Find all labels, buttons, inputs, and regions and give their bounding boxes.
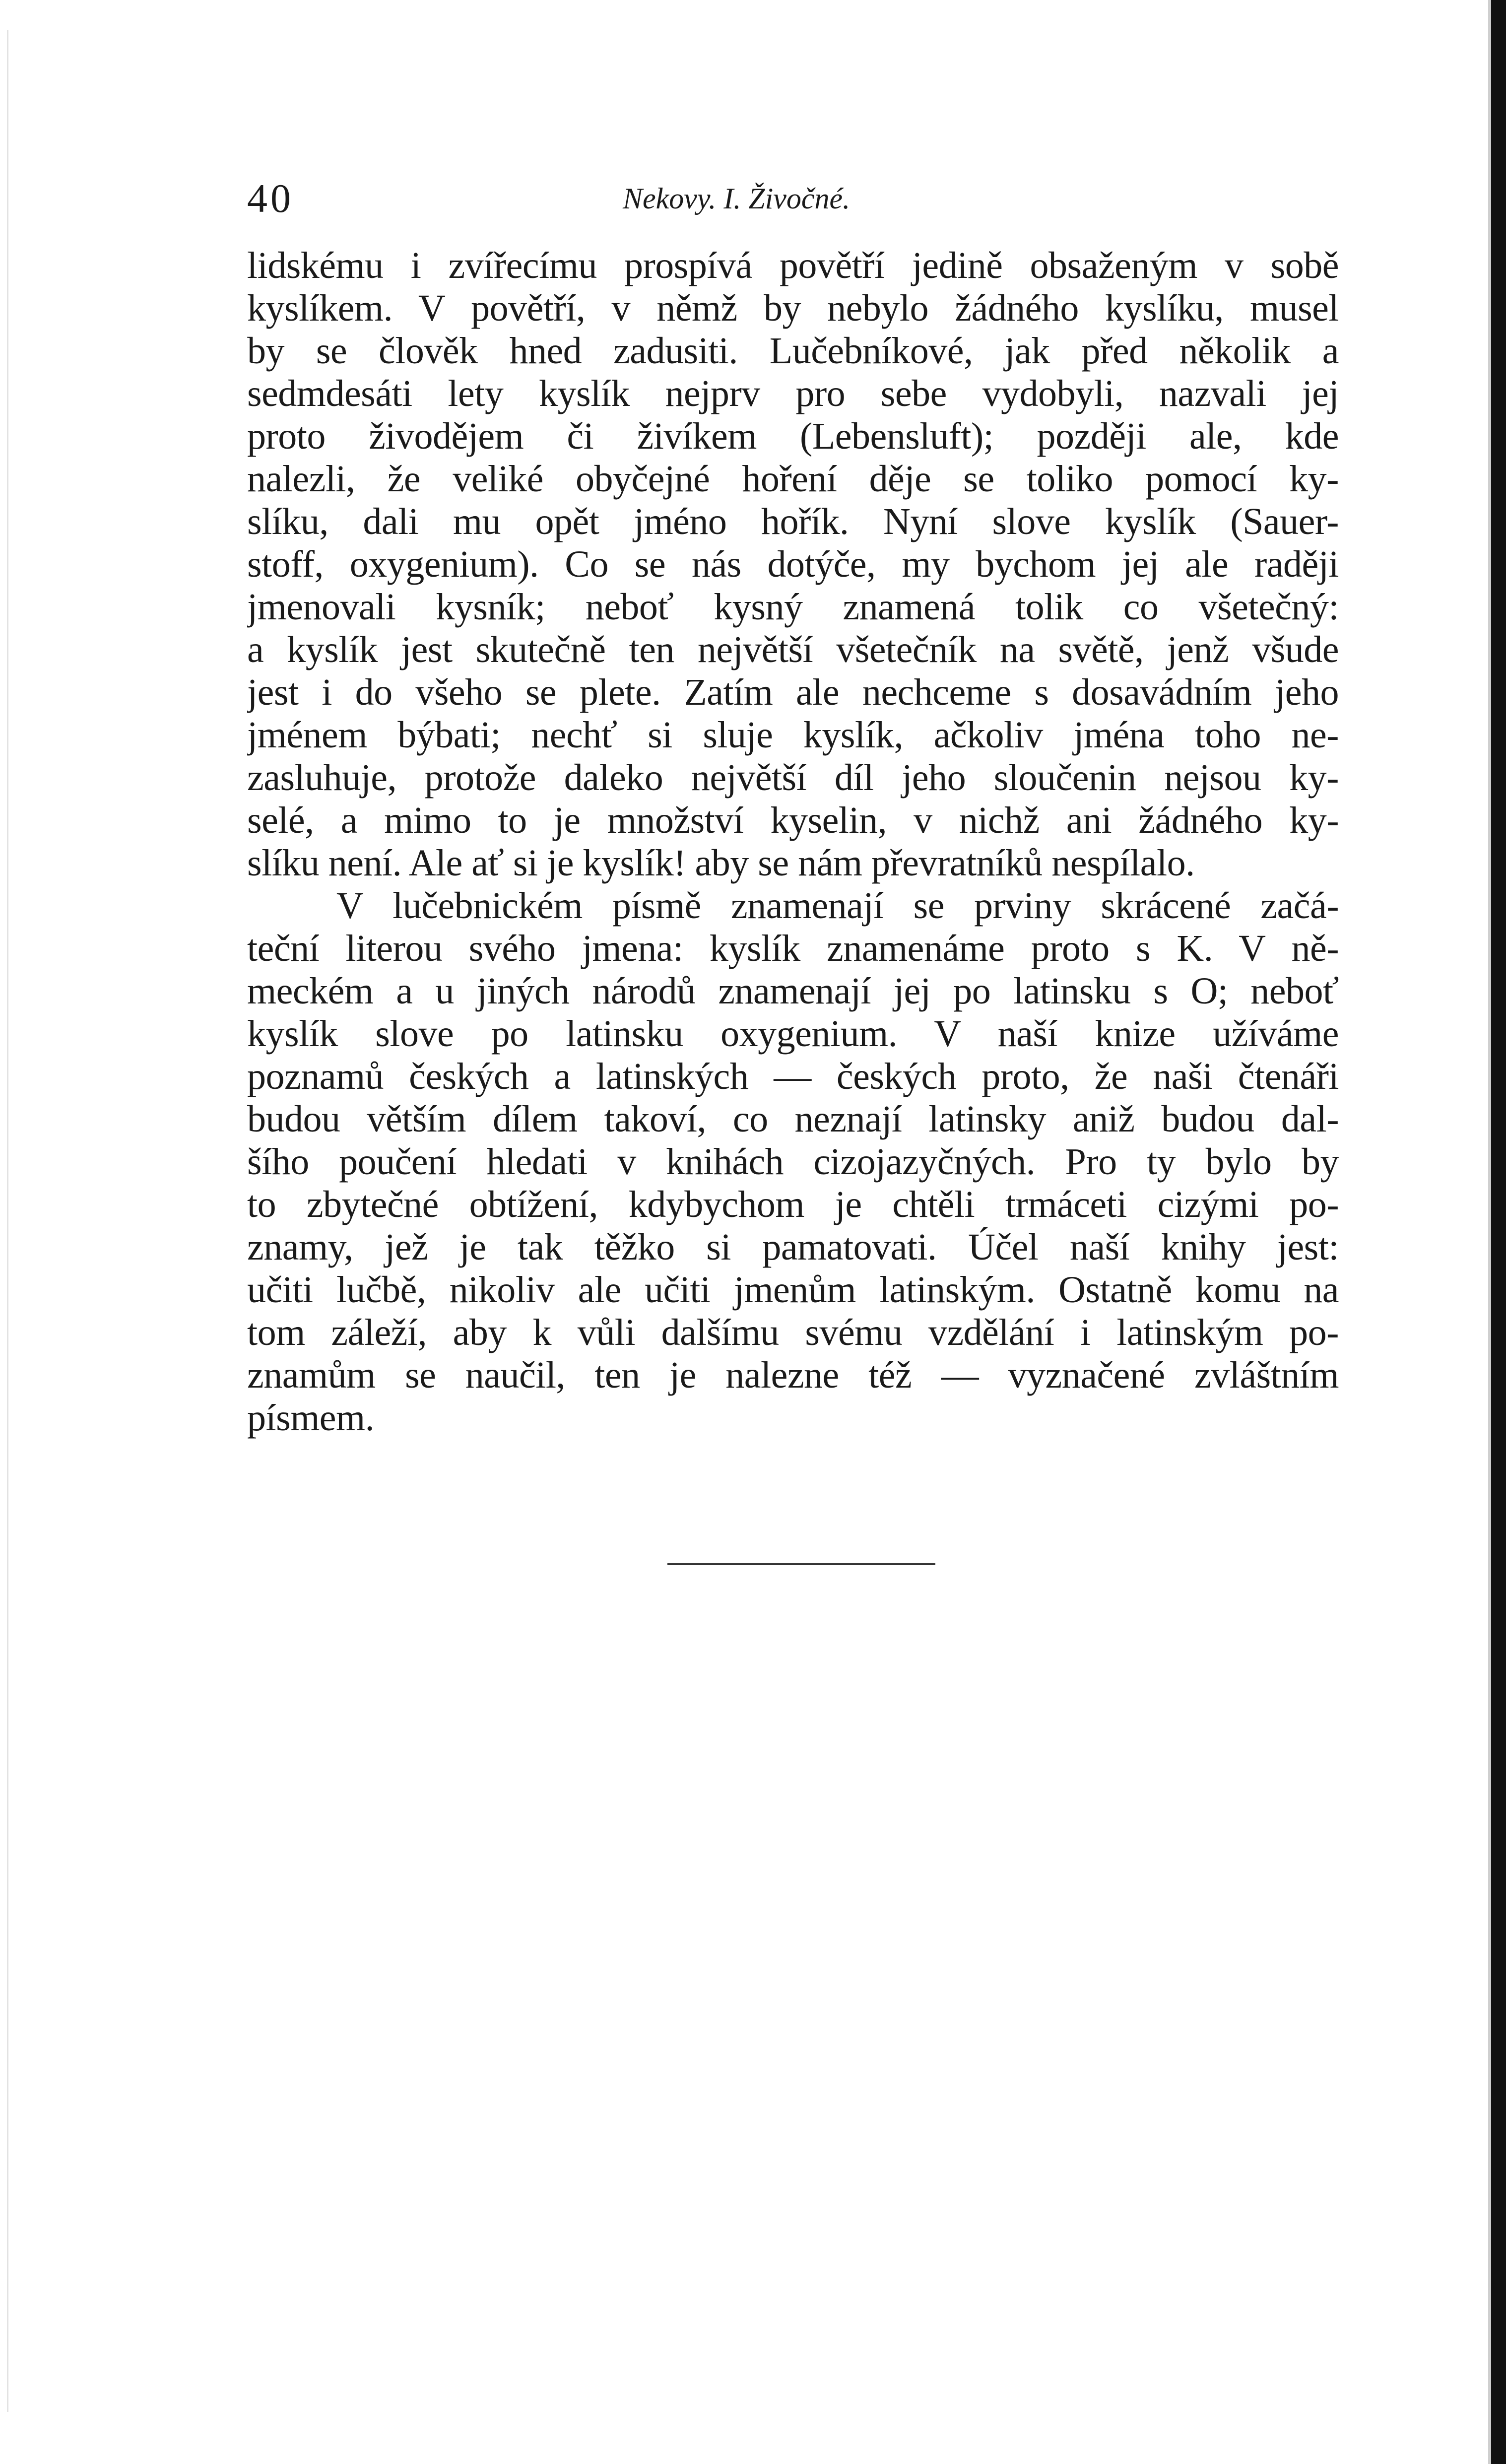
body-text [247, 244, 1339, 1439]
text-line: meckém a u jiných národů znamenají jej po latinsku s O; neboť [247, 970, 1339, 1012]
text-line: jest i do všeho se plete. Zatím ale nechceme s dosavádním jeho [247, 671, 1339, 713]
text-line: šího poučení hledati v knihách cizojazyčných. Pro ty bylo by [247, 1141, 1339, 1183]
text-line: selé, a mimo to je množství kyselin, v nichž ani žádného ky- [247, 799, 1339, 841]
text-line: to zbytečné obtížení, kdybychom je chtěli trmáceti cizými po- [247, 1184, 1339, 1225]
text-line: slíku, dali mu opět jméno hořík. Nyní slove kyslík (Sauer- [247, 501, 1339, 542]
text-line: znamům se naučil, ten je nalezne též — vyznačené zvláštním [247, 1354, 1339, 1396]
text-line: V lučebnickém písmě znamenají se prviny skrácené začá- [336, 885, 1339, 927]
text-line: nalezli, že veliké obyčejné hoření děje se toliko pomocí ky- [247, 458, 1339, 500]
text-line: kyslíkem. V povětří, v němž by nebylo žádného kyslíku, musel [247, 287, 1339, 329]
text-line: jménem býbati; nechť si sluje kyslík, ačkoliv jména toho ne- [247, 714, 1339, 756]
running-head: Nekovy. I. Živočné. [623, 182, 851, 215]
page-margin-line [7, 30, 8, 2412]
text-line: by se člověk hned zadusiti. Lučebníkové, jak před několik a [247, 330, 1339, 372]
text-line: proto živodějem či živíkem (Lebensluft); později ale, kde [247, 415, 1339, 457]
page-header [247, 169, 1339, 228]
section-end-rule [667, 1563, 935, 1565]
text-line: zasluhuje, protože daleko největší díl jeho sloučenin nejsou ky- [247, 757, 1339, 799]
text-line: slíku není. Ale ať si je kyslík! aby se nám převratníků nespílalo. [247, 842, 1195, 884]
text-line: kyslík slove po latinsku oxygenium. V naší knize užíváme [247, 1013, 1339, 1055]
text-line: budou větším dílem takoví, co neznají latinsky aniž budou dal- [247, 1098, 1339, 1140]
page-number: 40 [247, 176, 294, 221]
text-line: znamy, jež je tak těžko si pamatovati. Účel naší knihy jest: [247, 1226, 1339, 1268]
page-edge [1491, 0, 1506, 2464]
text-line: učiti lučbě, nikoliv ale učiti jmenům latinským. Ostatně komu na [247, 1269, 1339, 1311]
text-line: sedmdesáti lety kyslík nejprv pro sebe vydobyli, nazvali jej [247, 373, 1339, 414]
text-line: tom záleží, aby k vůli dalšímu svému vzdělání i latinským po- [247, 1312, 1339, 1353]
text-line: teční literou svého jmena: kyslík znamenáme proto s K. V ně- [247, 928, 1339, 969]
text-line: poznamů českých a latinských — českých proto, že naši čtenáři [247, 1056, 1339, 1097]
text-line: a kyslík jest skutečně ten největší všetečník na světě, jenž všude [247, 629, 1339, 670]
text-line: jmenovali kysník; neboť kysný znamená tolik co všetečný: [247, 586, 1339, 628]
text-line: lidskému i zvířecímu prospívá povětří jedině obsaženým v sobě [247, 245, 1339, 286]
text-line: písmem. [247, 1397, 375, 1439]
text-line: stoff, oxygenium). Co se nás dotýče, my bychom jej ale raději [247, 543, 1339, 585]
